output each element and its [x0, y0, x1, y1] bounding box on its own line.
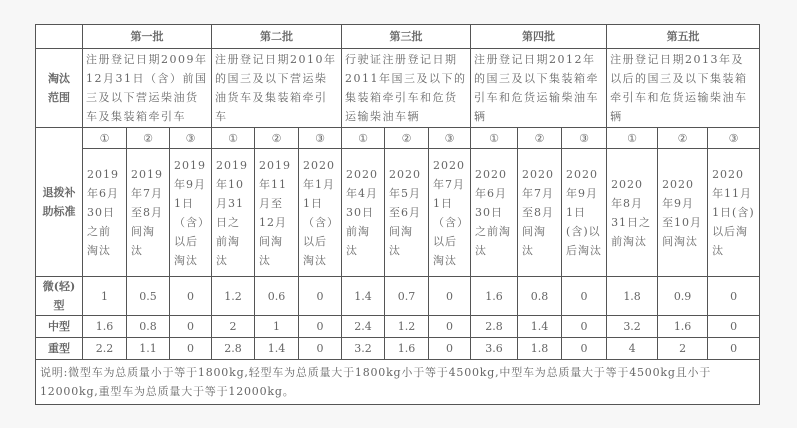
value-cell: 1.4 — [342, 277, 385, 316]
criteria-3-1: 2020年4月30日前淘汰 — [342, 149, 385, 277]
scope-row — [36, 49, 760, 128]
criteria-4-1: 2020年6月30日之前淘汰 — [471, 149, 518, 277]
batch-header-3: 第三批 — [342, 25, 471, 49]
marker-4-2: ② — [518, 128, 562, 149]
criteria-1-1: 2019年6月30日之前淘汰 — [83, 149, 127, 277]
value-cell: 0 — [708, 316, 760, 338]
value-cell: 0.7 — [385, 277, 429, 316]
note-row — [36, 360, 760, 405]
value-cell: 0 — [170, 316, 212, 338]
batch-header-row — [36, 25, 760, 49]
value-cell: 0 — [429, 338, 471, 360]
value-cell: 2.4 — [342, 316, 385, 338]
value-cell: 0 — [562, 316, 607, 338]
marker-4-3: ③ — [562, 128, 607, 149]
value-cell: 3.6 — [471, 338, 518, 360]
scope-batch-4: 注册登记日期2012年的国三及以下集装箱牵引车和危货运输柴油车辆 — [471, 49, 607, 128]
criteria-3-3: 2020年7月1日（含）以后淘汰 — [429, 149, 471, 277]
batch-header-5: 第五批 — [607, 25, 760, 49]
marker-5-3: ③ — [708, 128, 760, 149]
batch-header-4: 第四批 — [471, 25, 607, 49]
value-cell: 1.2 — [385, 316, 429, 338]
marker-5-1: ① — [607, 128, 658, 149]
marker-1-2: ② — [127, 128, 170, 149]
scope-batch-2: 注册登记日期2010年的国三及以下营运柴油货车及集装箱牵引车 — [212, 49, 342, 128]
scope-row-label: 淘汰范围 — [36, 49, 83, 128]
value-cell: 1 — [83, 277, 127, 316]
value-cell: 1.6 — [83, 316, 127, 338]
marker-2-1: ① — [212, 128, 255, 149]
table-note: 说明:微型车为总质量小于等于1800kg,轻型车为总质量大于1800kg小于等于4500kg,中型车为总质量大于等于4500kg且小于12000kg,重型车为总质量大于等于12000kg。 — [36, 360, 760, 405]
value-cell: 1.1 — [127, 338, 170, 360]
marker-2-2: ② — [255, 128, 299, 149]
marker-1-1: ① — [83, 128, 127, 149]
micro-light-label: 微(轻)型 — [36, 277, 83, 316]
value-cell: 1.8 — [518, 338, 562, 360]
medium-row — [36, 316, 760, 338]
value-cell: 1.8 — [607, 277, 658, 316]
value-cell: 0.6 — [255, 277, 299, 316]
sub-marker-row — [36, 128, 760, 149]
value-cell: 1.2 — [212, 277, 255, 316]
value-cell: 1.4 — [255, 338, 299, 360]
value-cell: 0 — [299, 316, 342, 338]
value-cell: 1.4 — [518, 316, 562, 338]
marker-1-3: ③ — [170, 128, 212, 149]
scope-batch-3: 行驶证注册登记日期2011年国三及以下的集装箱牵引车和危货运输柴油车辆 — [342, 49, 471, 128]
value-cell: 0 — [708, 277, 760, 316]
value-cell: 3.2 — [342, 338, 385, 360]
value-cell: 2 — [658, 338, 708, 360]
value-cell: 3.2 — [607, 316, 658, 338]
value-cell: 1.6 — [658, 316, 708, 338]
marker-3-3: ③ — [429, 128, 471, 149]
marker-3-1: ① — [342, 128, 385, 149]
criteria-5-1: 2020年8月31日之前淘汰 — [607, 149, 658, 277]
heavy-row — [36, 338, 760, 360]
value-cell: 0 — [429, 316, 471, 338]
value-cell: 1.6 — [385, 338, 429, 360]
value-cell: 1.6 — [471, 277, 518, 316]
value-cell: 4 — [607, 338, 658, 360]
value-cell: 0.5 — [127, 277, 170, 316]
criteria-5-3: 2020年11月1日(含)以后淘汰 — [708, 149, 760, 277]
criteria-1-2: 2019年7月至8月间淘汰 — [127, 149, 170, 277]
batch-header-2: 第二批 — [212, 25, 342, 49]
criteria-2-3: 2020年1月1日（含）以后淘汰 — [299, 149, 342, 277]
medium-label: 中型 — [36, 316, 83, 338]
criteria-4-3: 2020年9月1日(含)以后淘汰 — [562, 149, 607, 277]
criteria-3-2: 2020年5月至6月间淘汰 — [385, 149, 429, 277]
subsidy-table — [35, 24, 760, 405]
value-cell: 0.8 — [518, 277, 562, 316]
value-cell: 0 — [708, 338, 760, 360]
value-cell: 2 — [212, 316, 255, 338]
scope-batch-1: 注册登记日期2009年12月31日（含）前国三及以下营运柴油货车及集装箱牵引车 — [83, 49, 212, 128]
value-cell: 2.8 — [212, 338, 255, 360]
value-cell: 0 — [562, 338, 607, 360]
value-cell: 0.9 — [658, 277, 708, 316]
marker-2-3: ③ — [299, 128, 342, 149]
value-cell: 0 — [170, 338, 212, 360]
value-cell: 0 — [429, 277, 471, 316]
criteria-2-1: 2019年10月31日之前淘汰 — [212, 149, 255, 277]
value-cell: 2.2 — [83, 338, 127, 360]
value-cell: 0 — [170, 277, 212, 316]
value-cell: 0 — [562, 277, 607, 316]
marker-5-2: ② — [658, 128, 708, 149]
scope-batch-5: 注册登记日期2013年及以后的国三及以下集装箱牵引车和危货运输柴油车辆 — [607, 49, 760, 128]
marker-3-2: ② — [385, 128, 429, 149]
corner-cell — [36, 25, 83, 49]
micro-light-row — [36, 277, 760, 316]
heavy-label: 重型 — [36, 338, 83, 360]
value-cell: 0 — [299, 338, 342, 360]
value-cell: 0.8 — [127, 316, 170, 338]
batch-header-1: 第一批 — [83, 25, 212, 49]
value-cell: 2.8 — [471, 316, 518, 338]
marker-4-1: ① — [471, 128, 518, 149]
criteria-2-2: 2019年11月至12月间淘汰 — [255, 149, 299, 277]
criteria-row — [36, 149, 760, 277]
criteria-1-3: 2019年9月1日（含）以后淘汰 — [170, 149, 212, 277]
value-cell: 1 — [255, 316, 299, 338]
criteria-5-2: 2020年9月至10月间淘汰 — [658, 149, 708, 277]
criteria-row-label: 退拨补助标准 — [36, 128, 83, 277]
value-cell: 0 — [299, 277, 342, 316]
criteria-4-2: 2020年7月至8月间淘汰 — [518, 149, 562, 277]
